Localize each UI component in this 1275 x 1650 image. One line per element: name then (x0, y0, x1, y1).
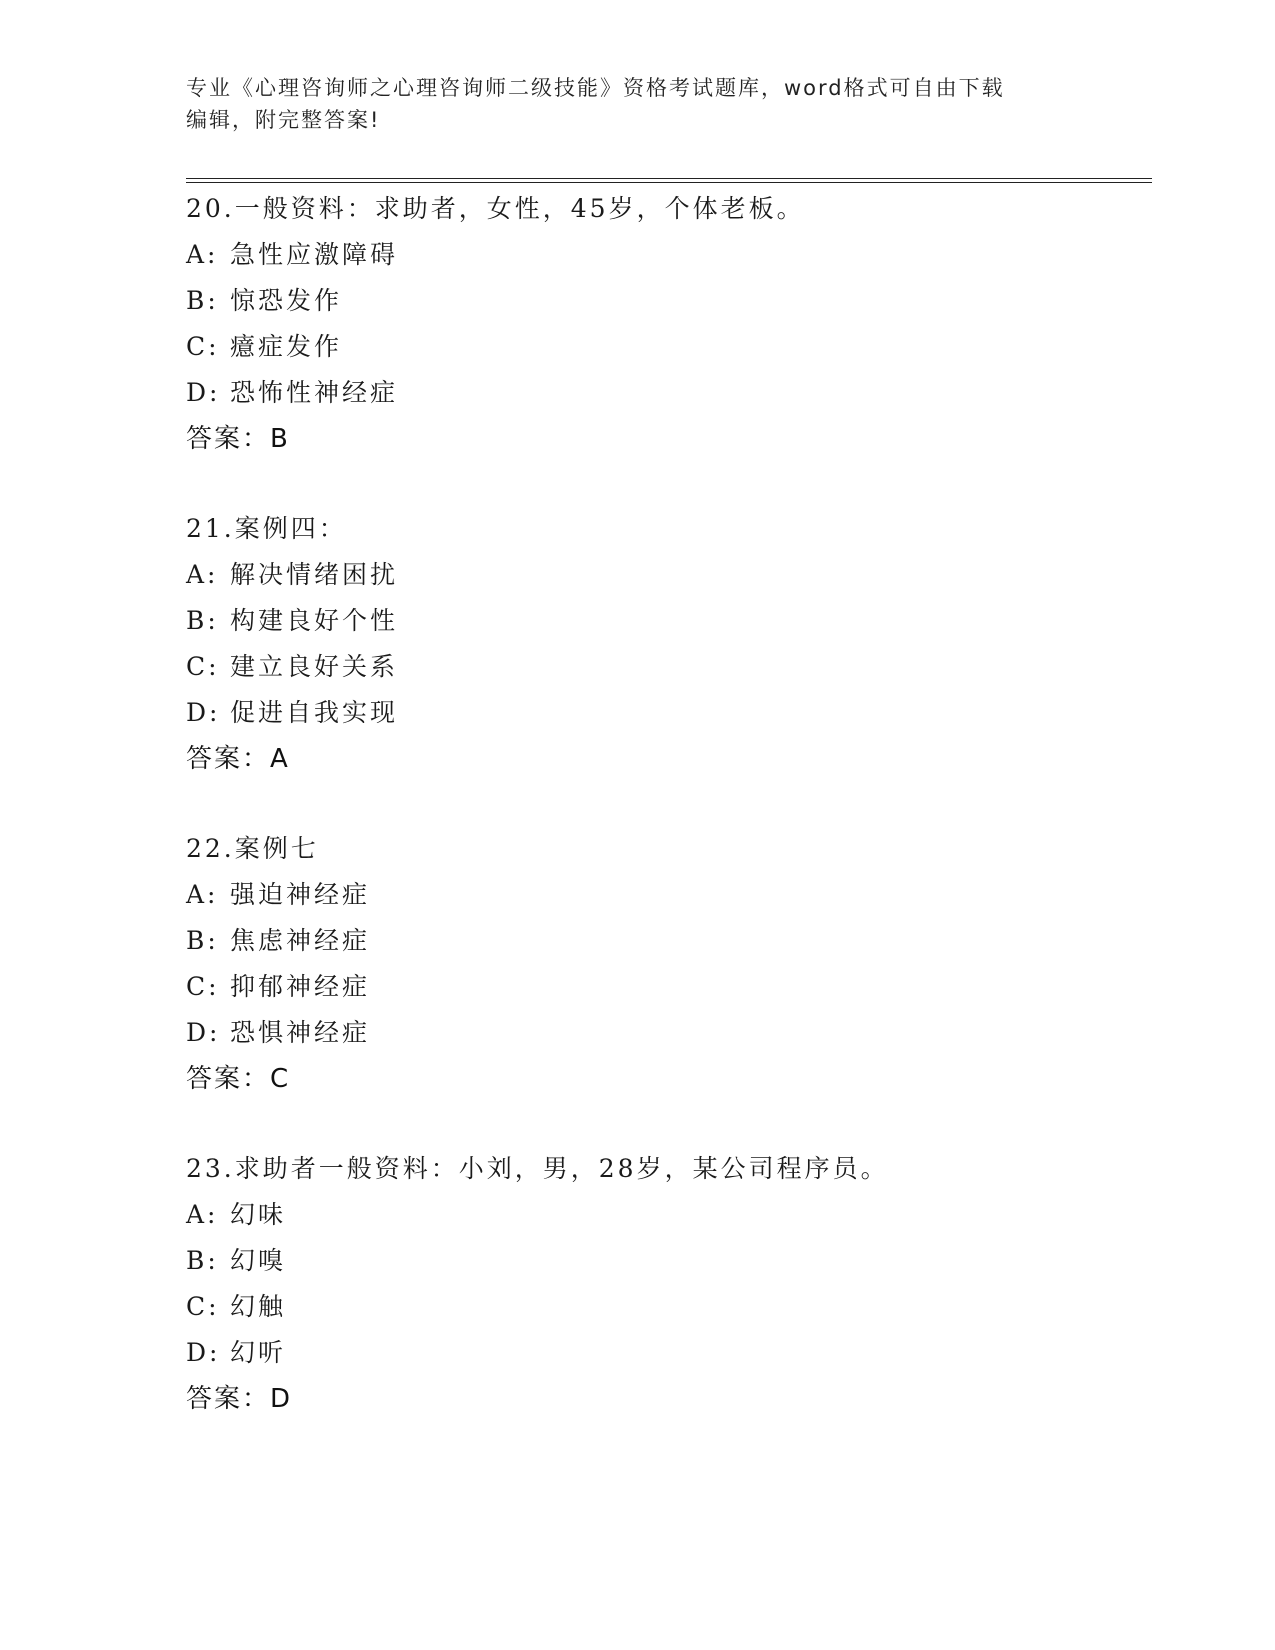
option-b (186, 918, 1146, 964)
option-key: D: (186, 698, 221, 727)
question-stem: 20.一般资料：求助者，女性，45岁，个体老板。 (186, 194, 805, 223)
question-block-22 (186, 826, 1146, 1102)
option-d (186, 690, 1146, 736)
option-c (186, 1284, 1146, 1330)
option-text: 恐惧神经症 (230, 1018, 371, 1047)
header-line-2: 编辑，附完整答案! (186, 108, 381, 132)
option-text: 强迫神经症 (230, 880, 371, 909)
header-divider-top (186, 178, 1152, 179)
option-a (186, 872, 1146, 918)
option-text: 促进自我实现 (230, 698, 399, 727)
question-block-21 (186, 506, 1146, 782)
header-line-1: 专业《心理咨询师之心理咨询师二级技能》资格考试题库，word格式可自由下载 (186, 76, 1005, 100)
option-text: 惊恐发作 (230, 286, 343, 315)
option-key: B: (186, 1246, 219, 1275)
option-b (186, 598, 1146, 644)
option-text: 幻听 (230, 1338, 287, 1367)
option-c (186, 964, 1146, 1010)
option-text: 焦虑神经症 (230, 926, 371, 955)
option-a (186, 232, 1146, 278)
option-d (186, 1330, 1146, 1376)
option-text: 幻嗅 (230, 1246, 287, 1275)
option-key: B: (186, 286, 219, 315)
option-key: B: (186, 926, 219, 955)
option-key: A: (186, 880, 219, 909)
option-key: C: (186, 972, 220, 1001)
answer-line: 答案：C (186, 1064, 291, 1094)
option-text: 建立良好关系 (230, 652, 399, 681)
option-c (186, 644, 1146, 690)
option-key: A: (186, 240, 219, 269)
option-text: 急性应激障碍 (230, 240, 399, 269)
question-block-23 (186, 1146, 1146, 1422)
option-text: 解决情绪困扰 (230, 560, 399, 589)
option-b (186, 278, 1146, 324)
question-stem: 22.案例七 (186, 834, 319, 863)
option-key: A: (186, 1200, 219, 1229)
option-key: C: (186, 652, 220, 681)
question-stem: 21.案例四： (186, 514, 347, 543)
option-text: 构建良好个性 (230, 606, 399, 635)
header-divider-bottom (186, 182, 1152, 183)
answer-line: 答案：D (186, 1384, 293, 1414)
option-text: 幻味 (230, 1200, 287, 1229)
document-header (186, 72, 1066, 136)
option-key: D: (186, 1018, 221, 1047)
answer-line: 答案：B (186, 424, 290, 454)
option-d (186, 1010, 1146, 1056)
option-text: 幻触 (230, 1292, 287, 1321)
option-c (186, 324, 1146, 370)
option-key: A: (186, 560, 219, 589)
option-text: 癔症发作 (230, 332, 343, 361)
option-key: D: (186, 378, 221, 407)
option-text: 抑郁神经症 (230, 972, 371, 1001)
question-block-20 (186, 186, 1146, 462)
option-a (186, 552, 1146, 598)
answer-line: 答案：A (186, 744, 290, 774)
option-key: D: (186, 1338, 221, 1367)
option-key: C: (186, 332, 220, 361)
option-key: C: (186, 1292, 220, 1321)
option-a (186, 1192, 1146, 1238)
option-b (186, 1238, 1146, 1284)
option-text: 恐怖性神经症 (230, 378, 399, 407)
option-d (186, 370, 1146, 416)
question-stem: 23.求助者一般资料：小刘，男，28岁，某公司程序员。 (186, 1154, 889, 1183)
option-key: B: (186, 606, 219, 635)
